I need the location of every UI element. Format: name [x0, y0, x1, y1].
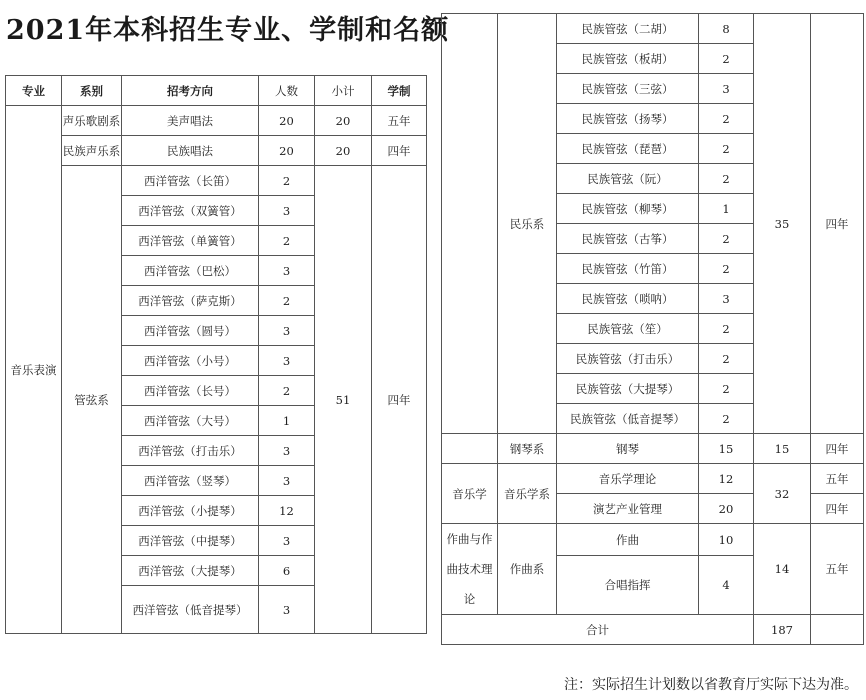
count-cell: 2: [699, 254, 754, 284]
subtotal-cell: 35: [754, 14, 811, 434]
direction-cell: 民族管弦（板胡）: [557, 44, 699, 74]
table-row: [442, 14, 864, 44]
major-cell-empty: [442, 14, 498, 434]
count-cell: 2: [699, 164, 754, 194]
total-label: 合计: [442, 615, 754, 645]
duration-cell: 四年: [372, 166, 427, 634]
direction-cell: 民族管弦（大提琴）: [557, 374, 699, 404]
header-row: [6, 76, 427, 106]
direction-cell: 美声唱法: [122, 106, 259, 136]
table-row: [6, 106, 427, 136]
count-cell: 2: [699, 224, 754, 254]
major-cell: 音乐表演: [6, 106, 62, 634]
count-cell: 1: [259, 406, 315, 436]
count-cell: 3: [699, 74, 754, 104]
table-row: [442, 464, 864, 494]
duration-cell: 四年: [811, 14, 864, 434]
direction-cell: 民族唱法: [122, 136, 259, 166]
subtotal-cell: 14: [754, 524, 811, 615]
count-cell: 3: [259, 526, 315, 556]
direction-cell: 民族管弦（琵琶）: [557, 134, 699, 164]
count-cell: 2: [699, 314, 754, 344]
count-cell: 3: [259, 466, 315, 496]
subtotal-cell: 32: [754, 464, 811, 524]
direction-cell: 西洋管弦（大号）: [122, 406, 259, 436]
total-value: 187: [754, 615, 811, 645]
count-cell: 20: [259, 106, 315, 136]
count-cell: 2: [259, 226, 315, 256]
count-cell: 3: [259, 436, 315, 466]
count-cell: 2: [699, 374, 754, 404]
count-cell: 20: [699, 494, 754, 524]
count-cell: 1: [699, 194, 754, 224]
enrollment-table-left: [5, 75, 427, 634]
count-cell: 2: [259, 166, 315, 196]
header-dept: 系别: [62, 76, 122, 106]
total-row: [442, 615, 864, 645]
direction-cell: 民族管弦（打击乐）: [557, 344, 699, 374]
major-cell-empty: [442, 434, 498, 464]
count-cell: 20: [259, 136, 315, 166]
count-cell: 3: [259, 256, 315, 286]
direction-cell: 音乐学理论: [557, 464, 699, 494]
header-direction: 招考方向: [122, 76, 259, 106]
count-cell: 2: [699, 104, 754, 134]
table-row: [6, 166, 427, 196]
dept-cell: 管弦系: [62, 166, 122, 634]
count-cell: 4: [699, 556, 754, 615]
dept-cell: 声乐歌剧系: [62, 106, 122, 136]
duration-cell: 四年: [811, 494, 864, 524]
direction-cell: 民族管弦（扬琴）: [557, 104, 699, 134]
duration-cell: 四年: [811, 434, 864, 464]
count-cell: 15: [699, 434, 754, 464]
direction-cell: 民族管弦（阮）: [557, 164, 699, 194]
subtotal-cell: 15: [754, 434, 811, 464]
count-cell: 3: [699, 284, 754, 314]
count-cell: 2: [699, 134, 754, 164]
direction-cell: 钢琴: [557, 434, 699, 464]
count-cell: 2: [699, 44, 754, 74]
count-cell: 3: [259, 316, 315, 346]
direction-cell: 民族管弦（低音提琴）: [557, 404, 699, 434]
header-duration: 学制: [372, 76, 427, 106]
direction-cell: 西洋管弦（中提琴）: [122, 526, 259, 556]
dept-cell: 民乐系: [498, 14, 557, 434]
direction-cell: 民族管弦（三弦）: [557, 74, 699, 104]
count-cell: 8: [699, 14, 754, 44]
count-cell: 3: [259, 586, 315, 634]
total-empty-cell: [811, 615, 864, 645]
count-cell: 12: [259, 496, 315, 526]
count-cell: 3: [259, 196, 315, 226]
count-cell: 6: [259, 556, 315, 586]
table-row: [442, 434, 864, 464]
direction-cell: 演艺产业管理: [557, 494, 699, 524]
subtotal-cell: 51: [315, 166, 372, 634]
direction-cell: 民族管弦（柳琴）: [557, 194, 699, 224]
page-title: 2021年本科招生专业、学制和名额: [6, 15, 450, 46]
direction-cell: 西洋管弦（小号）: [122, 346, 259, 376]
table-row: [6, 136, 427, 166]
direction-cell: 民族管弦（二胡）: [557, 14, 699, 44]
direction-cell: 西洋管弦（巴松）: [122, 256, 259, 286]
count-cell: 12: [699, 464, 754, 494]
enrollment-table-right: [441, 13, 864, 645]
count-cell: 10: [699, 524, 754, 556]
dept-cell: 钢琴系: [498, 434, 557, 464]
count-cell: 3: [259, 346, 315, 376]
header-count: 人数: [259, 76, 315, 106]
count-cell: 2: [699, 404, 754, 434]
direction-cell: 作曲: [557, 524, 699, 556]
dept-cell: 作曲系: [498, 524, 557, 615]
direction-cell: 西洋管弦（萨克斯）: [122, 286, 259, 316]
dept-cell: 音乐学系: [498, 464, 557, 524]
count-cell: 2: [259, 376, 315, 406]
direction-cell: 西洋管弦（小提琴）: [122, 496, 259, 526]
direction-cell: 西洋管弦（单簧管）: [122, 226, 259, 256]
header-major: 专业: [6, 76, 62, 106]
direction-cell: 民族管弦（竹笛）: [557, 254, 699, 284]
duration-cell: 四年: [372, 136, 427, 166]
dept-cell: 民族声乐系: [62, 136, 122, 166]
duration-cell: 五年: [811, 524, 864, 615]
count-cell: 2: [259, 286, 315, 316]
direction-cell: 西洋管弦（双簧管）: [122, 196, 259, 226]
direction-cell: 合唱指挥: [557, 556, 699, 615]
footnote: 注：实际招生计划数以省教育厅实际下达为准。: [564, 677, 858, 693]
direction-cell: 西洋管弦（大提琴）: [122, 556, 259, 586]
duration-cell: 五年: [811, 464, 864, 494]
subtotal-cell: 20: [315, 136, 372, 166]
direction-cell: 民族管弦（唢呐）: [557, 284, 699, 314]
subtotal-cell: 20: [315, 106, 372, 136]
direction-cell: 西洋管弦（打击乐）: [122, 436, 259, 466]
table-row: [442, 524, 864, 556]
direction-cell: 西洋管弦（圆号）: [122, 316, 259, 346]
direction-cell: 西洋管弦（低音提琴）: [122, 586, 259, 634]
count-cell: 2: [699, 344, 754, 374]
direction-cell: 民族管弦（古筝）: [557, 224, 699, 254]
direction-cell: 西洋管弦（长号）: [122, 376, 259, 406]
direction-cell: 民族管弦（笙）: [557, 314, 699, 344]
duration-cell: 五年: [372, 106, 427, 136]
direction-cell: 西洋管弦（竖琴）: [122, 466, 259, 496]
major-cell: 音乐学: [442, 464, 498, 524]
header-subtotal: 小计: [315, 76, 372, 106]
major-cell: 作曲与作曲技术理论: [442, 524, 498, 615]
direction-cell: 西洋管弦（长笛）: [122, 166, 259, 196]
